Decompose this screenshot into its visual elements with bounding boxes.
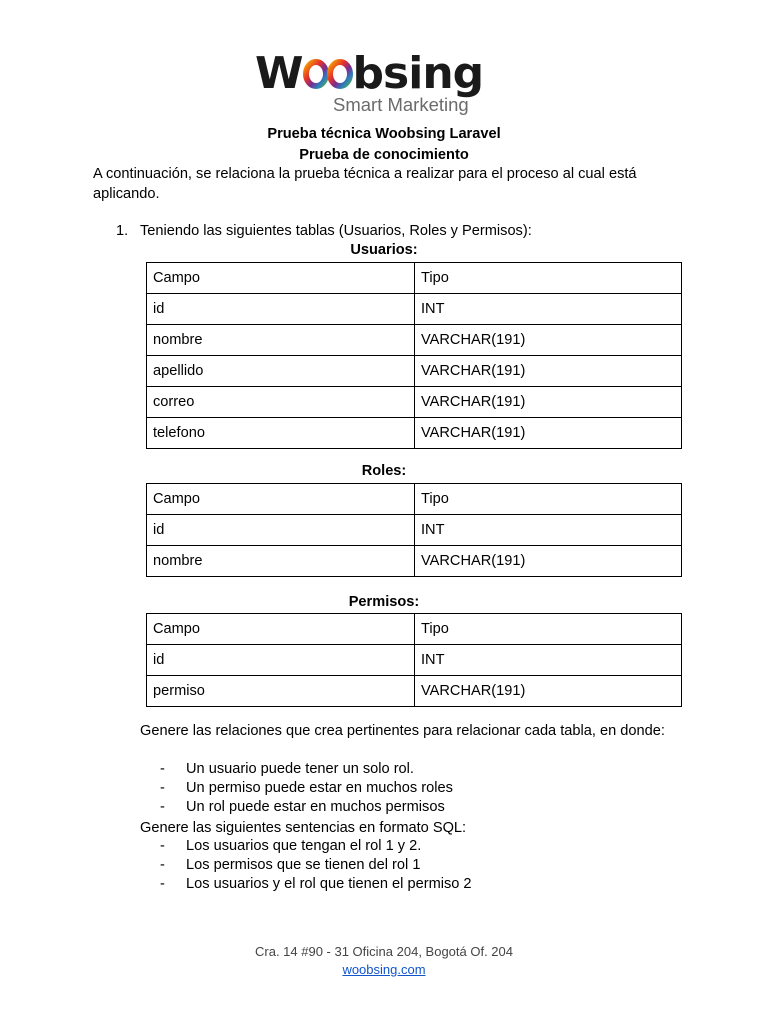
footer-address: Cra. 14 #90 - 31 Oficina 204, Bogotá Of. 204	[255, 944, 513, 959]
table-cell: Campo	[147, 484, 415, 515]
table-cell: correo	[147, 387, 415, 418]
table-cell: nombre	[147, 546, 415, 577]
footer-website-link[interactable]: woobsing.com	[342, 962, 426, 977]
list-item: - Un rol puede estar en muchos permisos	[160, 799, 445, 816]
permisos-table	[146, 613, 682, 707]
table-header-row	[147, 263, 682, 294]
list-item-text: Un rol puede estar en muchos permisos	[186, 799, 445, 816]
table-cell: nombre	[147, 325, 415, 356]
usuarios-table	[146, 262, 682, 449]
table-cell: id	[147, 294, 415, 325]
usuarios-table-title: Usuarios:	[350, 242, 418, 258]
logo	[0, 44, 768, 124]
sql-list	[160, 838, 472, 896]
table-row	[147, 325, 682, 356]
roles-table	[146, 483, 682, 577]
item-number: 1.	[116, 223, 129, 239]
roles-table-title: Roles:	[361, 463, 407, 479]
logo-letter-w: W	[255, 48, 303, 99]
table-cell: VARCHAR(191)	[415, 546, 682, 577]
list-item-text: Los usuarios y el rol que tienen el permiso 2	[186, 876, 472, 893]
intro-paragraph: A continuación, se relaciona la prueba técnica a realizar para el proceso al cual está aplicando.	[93, 166, 637, 202]
list-item-text: Un usuario puede tener un solo rol.	[186, 761, 414, 777]
list-item: - Un permiso puede estar en muchos roles	[160, 780, 453, 797]
list-item: - Un usuario puede tener un solo rol.	[160, 761, 414, 777]
table-row	[147, 676, 682, 707]
list-item-text: Un permiso puede estar en muchos roles	[186, 780, 453, 797]
table-row	[147, 387, 682, 418]
infinity-logo-icon	[303, 52, 353, 92]
table-row	[147, 515, 682, 546]
table-cell: VARCHAR(191)	[415, 418, 682, 449]
page-subtitle: Prueba de conocimiento	[299, 147, 469, 163]
relations-list	[160, 761, 453, 819]
table-header-row	[147, 614, 682, 645]
table-cell: Campo	[147, 614, 415, 645]
table-cell: VARCHAR(191)	[415, 356, 682, 387]
table-row	[147, 546, 682, 577]
logo-subtitle: Smart Marketing	[333, 94, 469, 115]
table-header-row	[147, 484, 682, 515]
table-cell: id	[147, 515, 415, 546]
list-item: - Los permisos que se tienen del rol 1	[160, 857, 421, 874]
table-cell: VARCHAR(191)	[415, 325, 682, 356]
page-title: Prueba técnica Woobsing Laravel	[267, 126, 501, 142]
table-cell: Tipo	[415, 614, 682, 645]
table-cell: INT	[415, 645, 682, 676]
table-cell: permiso	[147, 676, 415, 707]
permisos-table-title: Permisos:	[348, 594, 420, 610]
item-text: Teniendo las siguientes tablas (Usuarios, Roles y Permisos):	[140, 223, 532, 239]
table-cell: INT	[415, 294, 682, 325]
table-row	[147, 356, 682, 387]
list-item: - Los usuarios y el rol que tienen el permiso 2	[160, 876, 472, 893]
table-cell: Campo	[147, 263, 415, 294]
list-item: - Los usuarios que tengan el rol 1 y 2.	[160, 838, 422, 854]
list-item-text: Los usuarios que tengan el rol 1 y 2.	[186, 838, 422, 854]
logo-letters-bsing: bsing	[352, 48, 484, 99]
list-item-text: Los permisos que se tienen del rol 1	[186, 857, 421, 874]
table-cell: telefono	[147, 418, 415, 449]
table-cell: apellido	[147, 356, 415, 387]
table-row	[147, 294, 682, 325]
table-cell: VARCHAR(191)	[415, 676, 682, 707]
table-row	[147, 645, 682, 676]
table-row	[147, 418, 682, 449]
table-cell: INT	[415, 515, 682, 546]
numbered-item-1	[116, 223, 532, 239]
table-cell: VARCHAR(191)	[415, 387, 682, 418]
table-cell: Tipo	[415, 263, 682, 294]
table-cell: Tipo	[415, 484, 682, 515]
relations-intro: Genere las relaciones que crea pertinentes para relacionar cada tabla, en donde:	[140, 723, 665, 739]
footer-link-wrap	[0, 962, 768, 977]
table-cell: id	[147, 645, 415, 676]
sql-intro: Genere las siguientes sentencias en formato SQL:	[140, 820, 467, 836]
